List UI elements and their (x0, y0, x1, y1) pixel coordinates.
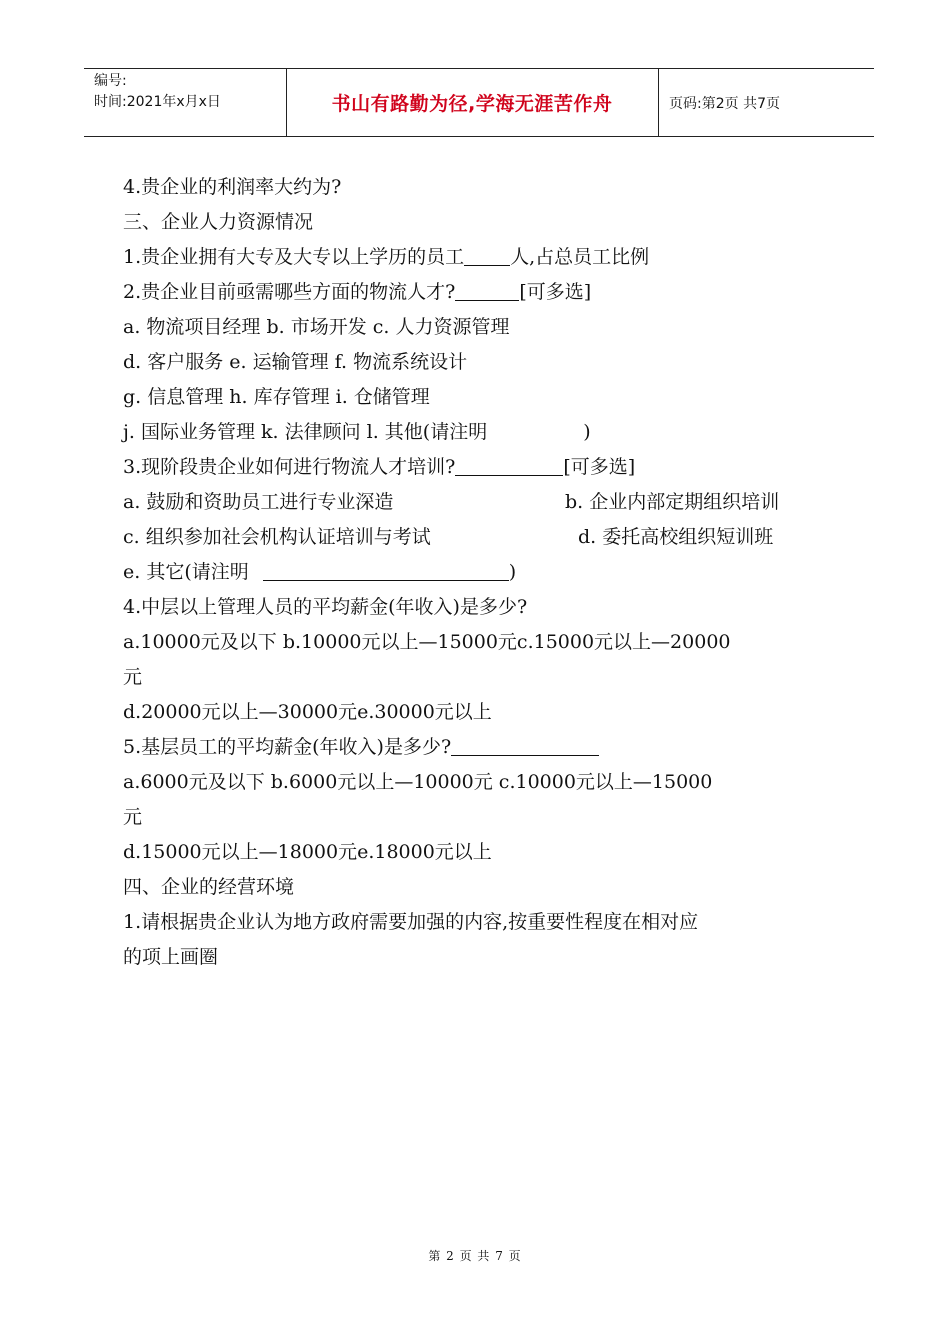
header-divider (658, 69, 659, 136)
question-text: [可多选] (519, 281, 592, 303)
question-line (123, 240, 848, 275)
header-number-label: 编号: (94, 73, 127, 89)
option-text: c. 组织参加社会机构认证培训与考试 (123, 526, 431, 548)
option-line (123, 415, 848, 450)
question-text: 1.贵企业拥有大专及大专以上学历的员工 (123, 246, 465, 268)
question-text: 5.基层员工的平均薪金(年收入)是多少? (123, 736, 452, 758)
option-text: j. 国际业务管理 k. 法律顾问 l. 其他(请注明 (123, 421, 488, 443)
question-text: 人,占总员工比例 (510, 246, 650, 268)
question-text: 3.现阶段贵企业如何进行物流人才培训? (123, 456, 456, 478)
answer-blank[interactable] (455, 453, 563, 476)
option-text: a. 鼓励和资助员工进行专业深造 (123, 491, 394, 513)
option-line: 元 (123, 806, 143, 828)
option-line (123, 485, 848, 520)
question-line (123, 730, 848, 765)
section-heading: 三、企业人力资源情况 (123, 211, 314, 233)
option-text: e. 其它(请注明 (123, 561, 249, 583)
option-line: d.15000元以上—18000元e.18000元以上 (123, 841, 492, 863)
option-text: ) (583, 421, 591, 443)
option-line: d. 客户服务 e. 运输管理 f. 物流系统设计 (123, 351, 468, 373)
header-page-label: 页码:第2页 共7页 (669, 95, 780, 112)
answer-blank[interactable] (455, 278, 519, 301)
question-line: 4.贵企业的利润率大约为? (123, 176, 342, 198)
answer-blank[interactable] (451, 733, 599, 756)
option-line: a.10000元及以下 b.10000元以上—15000元c.15000元以上—20000 (123, 631, 731, 653)
question-line: 1.请根据贵企业认为地方政府需要加强的内容,按重要性程度在相对应 (123, 911, 699, 933)
option-line: 元 (123, 666, 143, 688)
option-line: a. 物流项目经理 b. 市场开发 c. 人力资源管理 (123, 316, 510, 338)
option-line (123, 555, 848, 590)
document-body (123, 170, 848, 975)
section-heading: 四、企业的经营环境 (123, 876, 295, 898)
option-line: d.20000元以上—30000元e.30000元以上 (123, 701, 492, 723)
option-text: ) (508, 561, 517, 583)
question-text: 2.贵企业目前亟需哪些方面的物流人才? (123, 281, 456, 303)
option-text: b. 企业内部定期组织培训 (565, 491, 780, 513)
header-motto: 书山有路勤为径,学海无涯苦作舟 (331, 93, 613, 115)
question-text: [可多选] (563, 456, 636, 478)
page-header (84, 68, 874, 137)
question-line (123, 275, 848, 310)
header-time-label: 时间:2021年x月x日 (94, 94, 221, 110)
option-line: a.6000元及以下 b.6000元以上—10000元 c.10000元以上—15000 (123, 771, 713, 793)
option-text: d. 委托高校组织短训班 (578, 526, 774, 548)
page-footer: 第 2 页 共 7 页 (428, 1249, 522, 1263)
answer-blank[interactable] (263, 558, 509, 581)
answer-blank[interactable] (464, 243, 510, 266)
question-line (123, 450, 848, 485)
question-line: 4.中层以上管理人员的平均薪金(年收入)是多少? (123, 596, 528, 618)
header-meta (94, 71, 284, 113)
option-line (123, 520, 848, 555)
option-line: g. 信息管理 h. 库存管理 i. 仓储管理 (123, 386, 430, 408)
question-line: 的项上画圈 (123, 946, 219, 968)
